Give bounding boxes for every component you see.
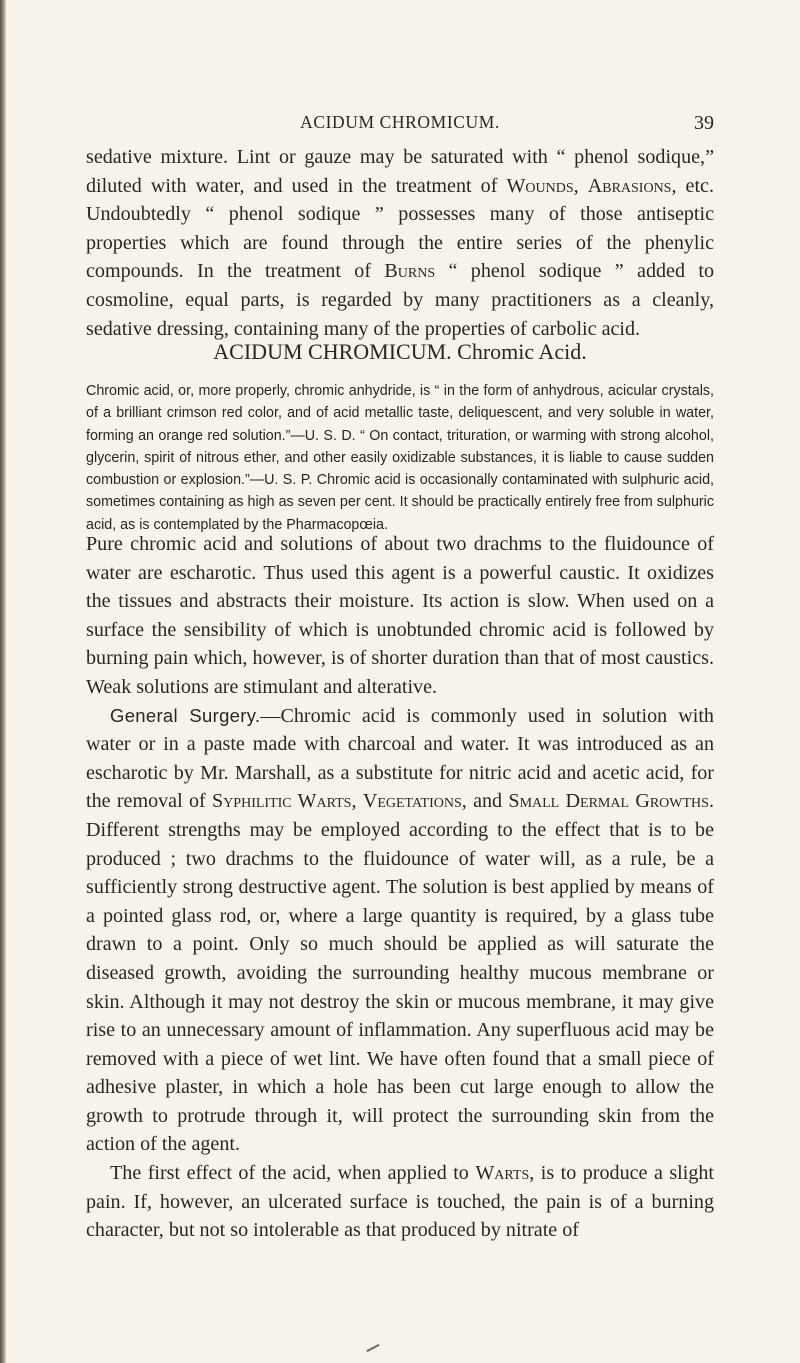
subheading-general-surgery: General Surgery. [110,704,261,726]
stray-pen-mark [366,1344,379,1352]
page-header [0,112,800,142]
paragraph-warts: The first effect of the acid, when applied to Warts, is to produce a slight pain. If, however, an ulcerated surface is touched, the pain is of a burning character, but not so intolerable as that produced by nitrate of [86,1162,715,1242]
paragraph-phenol-sodique: sedative mixture. Lint or gauze may be saturated with “ phenol sodique,” diluted with water, and used in the treatment of Wounds, Abrasions, etc. Undoubtedly “ phenol sodique ” possesses many of those antiseptic properties which are found through the entire series of the phenylic compounds. In the treatment of Burns “ phenol sodique ” added to cosmoline, equal parts, is regarded by many practitioners as a cleanly, sedative dressing, containing many of the properties of carbolic acid. [86,146,714,340]
body-text [86,530,714,1245]
page-binding-edge [0,0,6,1363]
chromic-acid-description-note: Chromic acid, or, more properly, chromic anhydride, is “ in the form of anhydrous, acicular crystals, of a brilliant crimson red color, and of acid metallic taste, deliquescent, and very soluble in water, forming an orange red solution.”—U. S. D. “ On contact, trituration, or warming with strong alcohol, glycerin, spirit of nitrous ether, and other easily oxidizable substances, it is liable to cause sudden combustion or explosion.”—U. S. P. Chromic acid is occasionally contaminated with sulphuric acid, sometimes containing as high as seven per cent. It should be practically entirely free from sulphuric acid, as is contemplated by the Pharmacopœia. [86,383,714,533]
paragraph-escharotic: Pure chromic acid and solutions of about two drachms to the fluidounce of water are escharotic. Thus used this agent is a powerful caustic. It oxidizes the tissues and abstracts their moisture. Its action is slow. When used on a surface the sensibility of which is unobtunded chromic acid is followed by burning pain which, however, is of shorter duration than that of most caustics. Weak solutions are stimulant and alterative. [86,533,714,698]
page-number: 39 [694,112,714,134]
paragraph-general-surgery: General Surgery.—Chromic acid is commonly used in solution with water or in a paste made with charcoal and water. It was introduced as an escharotic by Mr. Marshall, as a substitute for nitric acid and acetic acid, for the removal of Syphilitic Warts, Vegetations, and Small Dermal Growths. Different strengths may be employed according to the effect that is to be produced ; two drachms to the fluidounce of water will, as a rule, be a sufficiently strong destructive agent. The solution is best applied by means of a pointed glass rod, or, where a large quantity is required, by a glass tube drawn to a point. Only so much should be applied as will saturate the diseased growth, avoiding the surrounding healthy mucous membrane or skin. Although it may not destroy the skin or mucous membrane, it may give rise to an unnecessary amount of inflammation. Any superfluous acid may be removed with a piece of wet lint. We have often found that a small piece of adhesive plaster, in which a hole has been cut large enough to allow the growth to protrude through it, will protect the surrounding skin from the action of the agent. [86,704,714,1156]
section-title: ACIDUM CHROMICUM. Chromic Acid. [213,339,587,364]
running-head: ACIDUM CHROMICUM. [300,112,500,132]
